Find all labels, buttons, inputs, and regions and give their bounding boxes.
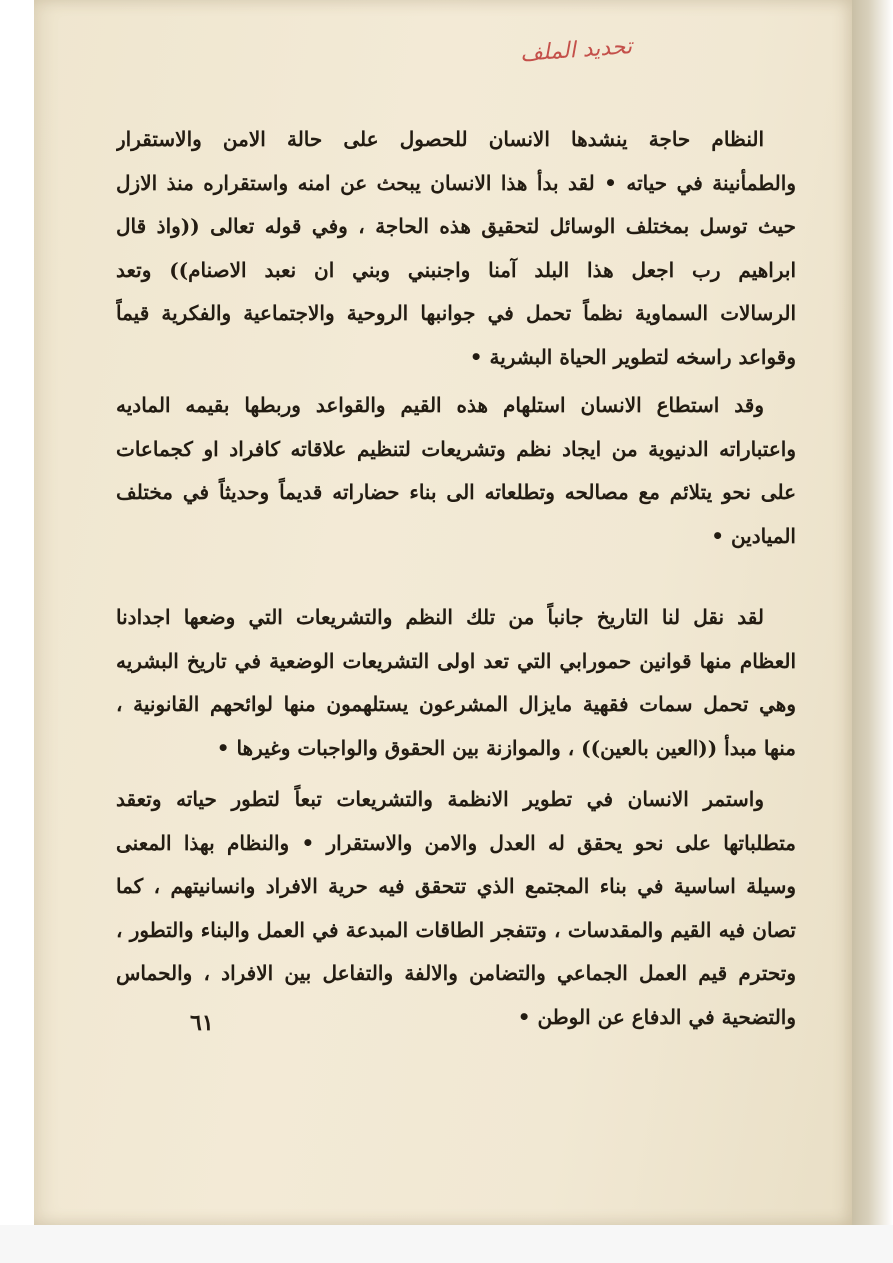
text-line: والتضحية في الدفاع عن الوطن • — [517, 1004, 796, 1029]
text-line: لقد نقل لنا التاريخ جانباً من تلك النظم والتشريعات التي وضعها اجدادنا — [116, 605, 764, 629]
paragraph-1 — [116, 118, 796, 379]
text-line: ابراهيم رب اجعل هذا البلد آمنا واجنبني وبني ان نعبد الاصنام)) وتعد — [116, 257, 796, 282]
text-line: الميادين • — [711, 523, 796, 548]
text-line: متطلباتها على نحو يحقق له العدل والامن والاستقرار • والنظام بهذا المعنى — [116, 830, 796, 855]
paragraph-2 — [116, 384, 796, 558]
text-line: وقد استطاع الانسان استلهام هذه القيم والقواعد وربطها بقيمه الماديه — [116, 393, 764, 417]
text-line: وتحترم قيم العمل الجماعي والتضامن والالفة والتفاعل بين الافراد ، والحماس — [116, 961, 796, 985]
text-line: منها مبدأ ((العين بالعين)) ، والموازنة بين الحقوق والواجبات وغيرها • — [216, 735, 796, 760]
handwritten-note: تحديد الملف — [519, 34, 633, 67]
text-line: وهي تحمل سمات فقهية مايزال المشرعون يستلهمون منها لوائحهم القانونية ، — [116, 692, 796, 716]
text-line: تصان فيه القيم والمقدسات ، وتتفجر الطاقات المبدعة في العمل والبناء والتطور ، — [116, 917, 796, 942]
text-line: والطمأنينة في حياته • لقد بدأ هذا الانسان يبحث عن امنه واستقراره منذ الازل — [116, 170, 796, 195]
page-edge — [852, 0, 893, 1225]
page-number: ٦١ — [190, 1010, 214, 1036]
text-line: حيث توسل بمختلف الوسائل لتحقيق هذه الحاجة ، وفي قوله تعالى ((واذ قال — [116, 214, 796, 238]
text-line: وسيلة اساسية في بناء المجتمع الذي تتحقق فيه حرية الافراد وانسانيتهم ، كما — [116, 874, 796, 898]
text-line: واعتباراته الدنيوية من ايجاد نظم وتشريعات لتنظيم علاقاته كافراد او كجماعات — [116, 436, 796, 461]
text-line: وقواعد راسخه لتطوير الحياة البشرية • — [469, 344, 796, 369]
paragraph-3 — [116, 596, 796, 770]
book-page — [34, 0, 852, 1225]
text-line: على نحو يتلائم مع مصالحه وتطلعاته الى بناء حضاراته قديماً وحديثاً في مختلف — [116, 480, 796, 504]
text-line: الرسالات السماوية نظماً تحمل في جوانبها الروحية والاجتماعية والفكرية قيماً — [116, 301, 796, 325]
text-line: العظام منها قوانين حمورابي التي تعد اولى التشريعات الوضعية في تاريخ البشريه — [116, 648, 796, 673]
page-bottom-margin — [0, 1225, 893, 1263]
text-line: واستمر الانسان في تطوير الانظمة والتشريعات تبعاً لتطور حياته وتعقد — [116, 787, 764, 811]
text-line: النظام حاجة ينشدها الانسان للحصول على حالة الامن والاستقرار — [116, 127, 764, 151]
paragraph-4 — [116, 778, 796, 1039]
